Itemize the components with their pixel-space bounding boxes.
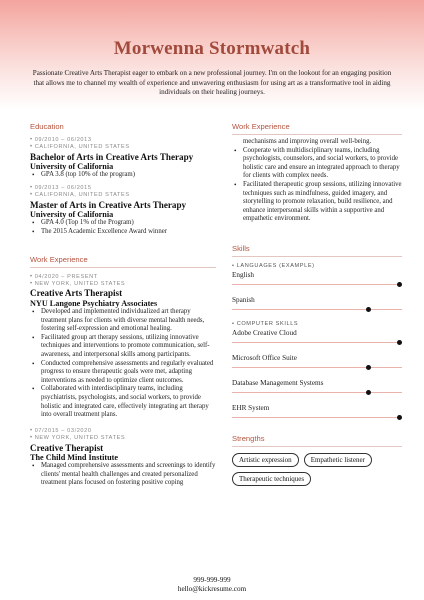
skill-level-knob [397,282,402,287]
education-entry [30,185,216,237]
contact-phone: 999-999-999 [193,576,231,584]
skill-level-bar [232,365,402,370]
work-entry [30,428,216,488]
work-role: Creative Arts Therapist [30,288,123,299]
skill-name: Adobe Creative Cloud [232,328,297,337]
education-bullet: • GPA 4.0 (Top 1% of the Program) [30,219,216,228]
work-company: NYU Langone Psychiatry Associates [30,298,158,308]
work-dates: • 07/2015 – 03/2020 [30,427,92,434]
skill-level-knob [397,415,402,420]
work-bullet: • Facilitated therapeutic group sessions, utilizing innovative techniques such as mindfulness, guided imagery, and storytelling to promote relaxation, build resilience, and enhance interpersonal skills within a supportive and empathetic environment. [232,181,402,224]
skill-level-knob [397,340,402,345]
strength-pill: Therapeutic techniques [232,472,311,486]
resume-name: Morwenna Stormwatch [113,38,311,59]
skill-item [232,271,402,287]
strength-pill: Empathetic listener [304,453,372,467]
education-bullet: • The 2015 Academic Excellence Award winner [30,228,216,237]
education-dates: • 09/2010 – 06/2013 [30,137,92,143]
work-bullet: • Managed comprehensive assessments and screenings to identify clients' mental health challenges and created personalized treatment plans focused on fostering positive coping [30,462,216,488]
skill-level-bar [232,340,402,345]
education-location: • CALIFORNIA, UNITED STATES [30,144,130,151]
education-title: Education [30,122,64,131]
right-column [232,122,402,486]
skills-title: Skills [232,244,402,257]
skill-level-bar [232,390,402,395]
skill-category: • LANGUAGES (EXAMPLE) [232,262,315,269]
skill-name: Spanish [232,295,255,304]
skill-name: EHR System [232,403,270,412]
skill-item [232,296,402,312]
skill-level-knob [366,307,371,312]
skill-item [232,379,402,395]
skill-level-bar [232,415,402,420]
work-bullet: • Collaborated with interdisciplinary teams, including psychiatrists, psychologists, and social workers, to provide holistic and integrated care, effectively integrating art therapy into overall treatment plans. [30,385,216,419]
contact-email[interactable]: hello@kickresume.com [177,585,247,594]
skill-level-knob [366,365,371,370]
skill-name: English [232,270,254,279]
education-degree: Bachelor of Arts in Creative Arts Therapy [30,151,194,162]
work-bullet: • Cooperate with multidisciplinary teams, including psychologists, counselors, and social workers, to provide holistic care and ensure an integrated approach to therapy for clients with complex needs. [232,147,402,181]
work-experience-title: Work Experience [30,255,216,268]
left-column [30,122,216,493]
strength-pill: Artistic expression [232,453,299,467]
contact-info [0,576,424,595]
work-experience-title: Work Experience [232,122,402,135]
work-role: Creative Therapist [30,442,104,453]
skill-level-bar [232,282,402,287]
work-entry [30,274,216,420]
skill-name: Microsoft Office Suite [232,353,297,362]
work-bullet: • Facilitated group art therapy sessions, utilizing innovative techniques and interventions to promote communication, self-awareness, and interpersonal skills among participants. [30,334,216,360]
skill-level-knob [366,390,371,395]
education-entry [30,137,216,180]
education-location: • CALIFORNIA, UNITED STATES [30,192,130,199]
work-bullet: • Developed and implemented individualized art therapy treatment plans for clients with diverse mental health needs, fostering self-expression and emotional healing. [30,308,216,334]
education-school: University of California [30,162,114,172]
work-continuation: mechanisms and improving overall well-being. [243,138,372,145]
work-dates: • 04/2020 – PRESENT [30,273,98,280]
skill-item [232,329,402,345]
work-location: • NEW YORK, UNITED STATES [30,435,126,442]
education-degree: Master of Arts in Creative Arts Therapy [30,199,187,210]
skill-item [232,404,402,420]
resume-summary: Passionate Creative Arts Therapist eager to embark on a new professional journey. I'm on the lookout for an engaging position that allows me to channel my wealth of experience and unwavering enthusiasm for using art as a transformative tool in aiding individuals on their healing journeys. [32,69,392,97]
work-location: • NEW YORK, UNITED STATES [30,281,126,288]
work-company: The Child Mind Institute [30,452,119,462]
skill-item [232,354,402,370]
education-dates: • 09/2013 – 06/2015 [30,185,92,192]
education-bullet: • GPA 3.8 (top 10% of the program) [30,171,216,180]
skill-level-bar [232,307,402,312]
skill-category: • COMPUTER SKILLS [232,320,299,327]
skill-name: Database Management Systems [232,378,324,387]
education-school: University of California [30,210,114,220]
strengths-list [232,453,402,486]
strengths-title: Strengths [232,434,402,447]
work-bullet: • Conducted comprehensive assessments and regularly evaluated progress to ensure therapeutic goals were met, adapting interventions as needed to optimize client outcomes. [30,360,216,386]
